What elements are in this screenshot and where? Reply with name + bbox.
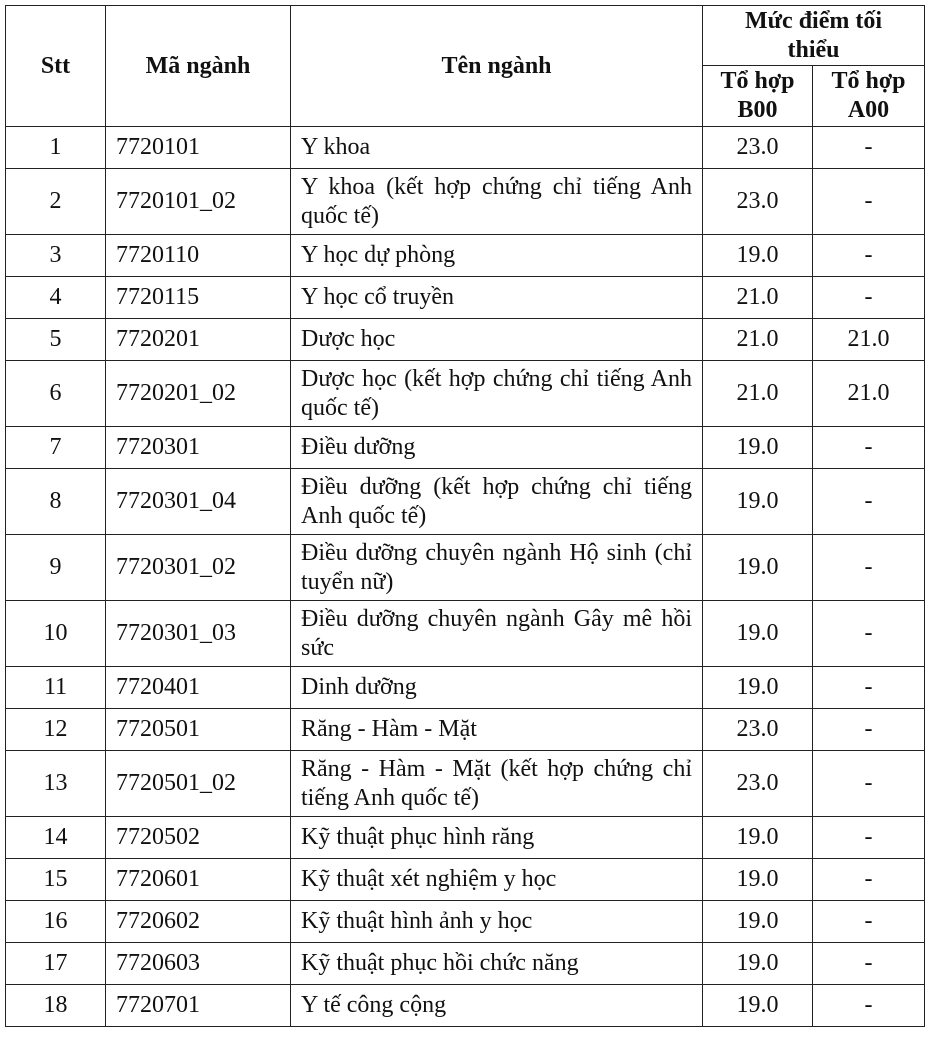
row-stt: 4 xyxy=(6,277,106,319)
row-major-code: 7720502 xyxy=(106,817,291,859)
row-major-code: 7720301_03 xyxy=(106,601,291,667)
row-major-name: Y học cổ truyền xyxy=(291,277,703,319)
table-row xyxy=(6,277,925,319)
row-score-a00: - xyxy=(813,127,925,169)
table-row xyxy=(6,943,925,985)
row-stt: 16 xyxy=(6,901,106,943)
row-stt: 15 xyxy=(6,859,106,901)
row-score-b00: 23.0 xyxy=(703,709,813,751)
header-major-code: Mã ngành xyxy=(106,6,291,127)
row-stt: 10 xyxy=(6,601,106,667)
row-stt: 11 xyxy=(6,667,106,709)
row-stt: 5 xyxy=(6,319,106,361)
table-row xyxy=(6,751,925,817)
row-major-name: Y tế công cộng xyxy=(291,985,703,1027)
row-score-a00: - xyxy=(813,901,925,943)
row-score-a00: - xyxy=(813,277,925,319)
table-row xyxy=(6,235,925,277)
row-score-b00: 19.0 xyxy=(703,985,813,1027)
row-score-a00: - xyxy=(813,235,925,277)
row-score-b00: 19.0 xyxy=(703,901,813,943)
table-row xyxy=(6,127,925,169)
table-row xyxy=(6,469,925,535)
row-score-b00: 19.0 xyxy=(703,667,813,709)
row-major-name: Kỹ thuật hình ảnh y học xyxy=(291,901,703,943)
row-major-name: Điều dưỡng chuyên ngành Gây mê hồi sức xyxy=(291,601,703,667)
row-major-code: 7720602 xyxy=(106,901,291,943)
table-row xyxy=(6,319,925,361)
row-stt: 13 xyxy=(6,751,106,817)
row-stt: 8 xyxy=(6,469,106,535)
row-score-b00: 23.0 xyxy=(703,169,813,235)
row-score-b00: 19.0 xyxy=(703,427,813,469)
row-stt: 12 xyxy=(6,709,106,751)
row-score-b00: 19.0 xyxy=(703,469,813,535)
row-score-a00: - xyxy=(813,667,925,709)
row-score-a00: - xyxy=(813,985,925,1027)
row-score-b00: 21.0 xyxy=(703,361,813,427)
row-score-b00: 23.0 xyxy=(703,127,813,169)
row-stt: 1 xyxy=(6,127,106,169)
row-score-a00: - xyxy=(813,859,925,901)
row-major-code: 7720501_02 xyxy=(106,751,291,817)
table-row xyxy=(6,817,925,859)
row-score-a00: - xyxy=(813,943,925,985)
header-major-name: Tên ngành xyxy=(291,6,703,127)
row-major-code: 7720201_02 xyxy=(106,361,291,427)
row-major-name: Dược học (kết hợp chứng chỉ tiếng Anh quốc tế) xyxy=(291,361,703,427)
row-stt: 18 xyxy=(6,985,106,1027)
row-score-b00: 19.0 xyxy=(703,859,813,901)
table-row xyxy=(6,667,925,709)
row-major-code: 7720401 xyxy=(106,667,291,709)
row-major-code: 7720201 xyxy=(106,319,291,361)
row-score-a00: 21.0 xyxy=(813,319,925,361)
table-row xyxy=(6,427,925,469)
row-major-code: 7720603 xyxy=(106,943,291,985)
row-score-a00: - xyxy=(813,169,925,235)
table-row xyxy=(6,601,925,667)
row-major-name: Kỹ thuật phục hình răng xyxy=(291,817,703,859)
table-row xyxy=(6,361,925,427)
row-major-code: 7720301 xyxy=(106,427,291,469)
row-major-code: 7720301_02 xyxy=(106,535,291,601)
row-score-a00: 21.0 xyxy=(813,361,925,427)
header-b00: Tổ hợp B00 xyxy=(703,66,813,127)
header-minimum-score: Mức điểm tối thiểu xyxy=(703,6,925,66)
row-stt: 7 xyxy=(6,427,106,469)
row-major-name: Dinh dưỡng xyxy=(291,667,703,709)
row-major-name: Kỹ thuật phục hồi chức năng xyxy=(291,943,703,985)
row-stt: 9 xyxy=(6,535,106,601)
row-stt: 6 xyxy=(6,361,106,427)
row-major-name: Y khoa xyxy=(291,127,703,169)
row-major-code: 7720101 xyxy=(106,127,291,169)
row-score-b00: 19.0 xyxy=(703,535,813,601)
table-row xyxy=(6,535,925,601)
row-stt: 14 xyxy=(6,817,106,859)
table-row xyxy=(6,985,925,1027)
row-score-b00: 21.0 xyxy=(703,319,813,361)
row-score-a00: - xyxy=(813,709,925,751)
header-a00: Tổ hợp A00 xyxy=(813,66,925,127)
row-major-name: Kỹ thuật xét nghiệm y học xyxy=(291,859,703,901)
row-score-a00: - xyxy=(813,817,925,859)
row-major-name: Răng - Hàm - Mặt (kết hợp chứng chỉ tiếng Anh quốc tế) xyxy=(291,751,703,817)
admission-score-table xyxy=(5,5,925,1027)
row-stt: 2 xyxy=(6,169,106,235)
row-score-b00: 23.0 xyxy=(703,751,813,817)
table-row xyxy=(6,169,925,235)
row-major-code: 7720101_02 xyxy=(106,169,291,235)
row-major-code: 7720301_04 xyxy=(106,469,291,535)
row-score-a00: - xyxy=(813,751,925,817)
table-row xyxy=(6,901,925,943)
table-body xyxy=(6,127,925,1027)
row-major-name: Điều dưỡng chuyên ngành Hộ sinh (chỉ tuyển nữ) xyxy=(291,535,703,601)
row-major-code: 7720110 xyxy=(106,235,291,277)
table-row xyxy=(6,709,925,751)
row-score-b00: 21.0 xyxy=(703,277,813,319)
row-score-a00: - xyxy=(813,427,925,469)
table-row xyxy=(6,859,925,901)
row-major-code: 7720501 xyxy=(106,709,291,751)
row-major-name: Y học dự phòng xyxy=(291,235,703,277)
row-score-b00: 19.0 xyxy=(703,601,813,667)
row-major-code: 7720701 xyxy=(106,985,291,1027)
row-major-code: 7720601 xyxy=(106,859,291,901)
row-score-b00: 19.0 xyxy=(703,943,813,985)
row-stt: 3 xyxy=(6,235,106,277)
row-major-name: Răng - Hàm - Mặt xyxy=(291,709,703,751)
row-major-name: Điều dưỡng xyxy=(291,427,703,469)
row-score-a00: - xyxy=(813,601,925,667)
table-header xyxy=(6,6,925,127)
row-score-b00: 19.0 xyxy=(703,817,813,859)
row-score-a00: - xyxy=(813,469,925,535)
row-major-name: Điều dưỡng (kết hợp chứng chỉ tiếng Anh quốc tế) xyxy=(291,469,703,535)
row-score-b00: 19.0 xyxy=(703,235,813,277)
header-stt: Stt xyxy=(6,6,106,127)
row-stt: 17 xyxy=(6,943,106,985)
row-major-name: Y khoa (kết hợp chứng chỉ tiếng Anh quốc tế) xyxy=(291,169,703,235)
row-major-code: 7720115 xyxy=(106,277,291,319)
row-score-a00: - xyxy=(813,535,925,601)
row-major-name: Dược học xyxy=(291,319,703,361)
